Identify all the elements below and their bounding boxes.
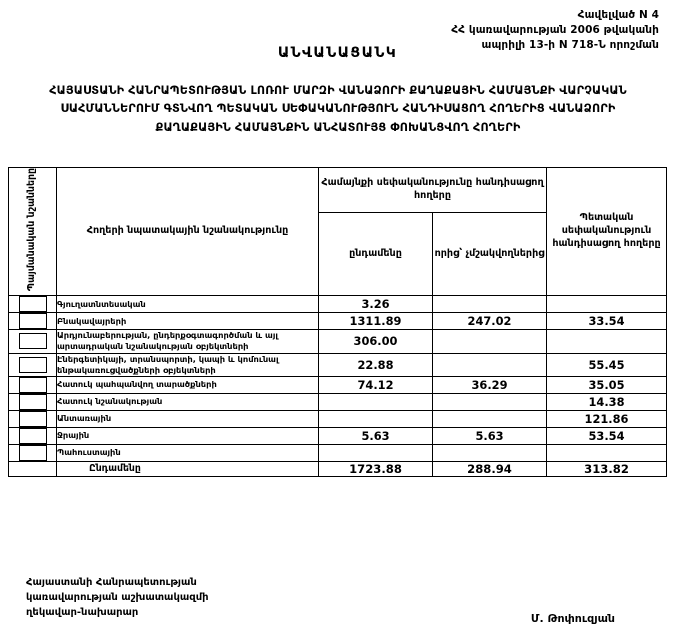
row-name: Էներգետիկայի, տրանսպորտի, կապի և կոմունալ ենթակառուցվածքների օբյեկտների (57, 353, 319, 376)
row-checkbox-cell[interactable] (9, 377, 57, 394)
row-checkbox[interactable] (19, 394, 47, 410)
row-state: 53.54 (547, 428, 667, 445)
row-checkbox[interactable] (19, 313, 47, 329)
row-name: Գյուղատնտեսական (57, 296, 319, 313)
row-checkbox[interactable] (19, 428, 47, 444)
row-noncultivated (433, 330, 547, 353)
row-state (547, 296, 667, 313)
row-state (547, 330, 667, 353)
row-state: 33.54 (547, 313, 667, 330)
row-checkbox-cell[interactable] (9, 296, 57, 313)
row-noncultivated (433, 296, 547, 313)
row-name: Պահուստային (57, 445, 319, 462)
header-name-col: Հողերի նպատակային նշանակությունը (57, 168, 319, 296)
row-noncultivated: 247.02 (433, 313, 547, 330)
table-row (9, 411, 667, 428)
header-checkbox-col-label: Պայմանական նշանները (26, 168, 38, 292)
total-state: 313.82 (547, 462, 667, 477)
header-total-col: ընդամենը (319, 213, 433, 296)
total-total: 1723.88 (319, 462, 433, 477)
row-state: 14.38 (547, 394, 667, 411)
table-head (9, 168, 667, 296)
row-name: Հատուկ նշանակության (57, 394, 319, 411)
page-subtitle: ՀԱՅԱՍՏԱՆԻ ՀԱՆՐԱՊԵՏՈՒԹՅԱՆ ԼՈՌՈՒ ՄԱՐԶԻ ՎԱՆԱՁՈՐԻ ՔԱՂԱՔԱՅԻՆ ՀԱՄԱՅՆՔԻ ՎԱՐՉԱԿԱՆ ՍԱՀՄԱՆՆԵՐՈՒՄ ԳՏՆՎՈՂ ՊԵՏԱԿԱՆ ՍԵՓԱԿԱՆՈՒԹՅՈՒՆ ՀԱՆԴԻՍԱՑՈՂ ՀՈՂԵՐԻՑ ՎԱՆԱՁՈՐԻ ՔԱՂԱՔԱՅԻՆ ՀԱՄԱՅՆՔԻՆ ԱՆՀԱՏՈՒՅՑ ՓՈԽԱՆՑՎՈՂ ՀՈՂԵՐԻ (49, 84, 627, 134)
row-total (319, 394, 433, 411)
header-line-2: ՀՀ կառավարության 2006 թվականի (451, 24, 659, 37)
footer-line-1: Հայաստանի Հանրապետության (26, 577, 197, 588)
total-noncultivated: 288.94 (433, 462, 547, 477)
table-row (9, 353, 667, 376)
row-state (547, 445, 667, 462)
table-row (9, 330, 667, 353)
total-checkbox-cell (9, 462, 57, 477)
row-total: 3.26 (319, 296, 433, 313)
row-checkbox[interactable] (19, 377, 47, 393)
row-state: 121.86 (547, 411, 667, 428)
row-checkbox[interactable] (19, 411, 47, 427)
header-state-col: Պետական սեփականություն հանդիսացող հողերը (547, 168, 667, 296)
table-row (9, 296, 667, 313)
row-total: 306.00 (319, 330, 433, 353)
row-noncultivated: 36.29 (433, 377, 547, 394)
footer-line-3: ղեկավար-նախարար (26, 607, 139, 618)
table-row (9, 377, 667, 394)
signature-name: Մ. Թոփուզյան (530, 612, 615, 625)
row-name: Անտառային (57, 411, 319, 428)
row-total (319, 445, 433, 462)
land-table (8, 167, 667, 477)
row-name: Ջրային (57, 428, 319, 445)
row-checkbox-cell[interactable] (9, 445, 57, 462)
row-checkbox-cell[interactable] (9, 330, 57, 353)
table-head-row-1 (9, 168, 667, 213)
header-line-3: ապրիլի 13-ի N 718-Ն որոշման (481, 39, 659, 52)
row-total (319, 411, 433, 428)
row-total: 22.88 (319, 353, 433, 376)
row-state: 35.05 (547, 377, 667, 394)
row-name: Բնակավայրերի (57, 313, 319, 330)
row-checkbox-cell[interactable] (9, 353, 57, 376)
document-footer (26, 575, 209, 620)
row-checkbox[interactable] (19, 333, 47, 349)
row-checkbox[interactable] (19, 296, 47, 312)
table-row (9, 313, 667, 330)
row-checkbox[interactable] (19, 445, 47, 461)
row-checkbox-cell[interactable] (9, 428, 57, 445)
page-title: ԱՆՎԱՆԱՑԱՆԿ (277, 45, 398, 61)
row-name: Արդյունաբերության, ընդերքօգտագործման և այլ արտադրական նշանակության օբյեկտների (57, 330, 319, 353)
row-name: Հատուկ պահպանվող տարածքների (57, 377, 319, 394)
table-total-row (9, 462, 667, 477)
row-checkbox[interactable] (19, 357, 47, 373)
table-row (9, 428, 667, 445)
row-noncultivated (433, 394, 547, 411)
header-community-group: Համայնքի սեփականությունը հանդիսացող հողերը (319, 168, 547, 213)
header-line-1: Հավելված N 4 (577, 9, 659, 21)
row-total: 74.12 (319, 377, 433, 394)
row-checkbox-cell[interactable] (9, 411, 57, 428)
row-noncultivated (433, 445, 547, 462)
row-total: 1311.89 (319, 313, 433, 330)
table-row (9, 445, 667, 462)
row-noncultivated (433, 353, 547, 376)
row-checkbox-cell[interactable] (9, 394, 57, 411)
row-noncultivated: 5.63 (433, 428, 547, 445)
row-state: 55.45 (547, 353, 667, 376)
table-body (9, 296, 667, 477)
total-label: Ընդամենը (57, 462, 319, 477)
row-checkbox-cell[interactable] (9, 313, 57, 330)
footer-line-2: կառավարության աշխատակազմի (26, 592, 209, 603)
header-noncultivated-col: որից՝ չմշակվողներից (433, 213, 547, 296)
table-row (9, 394, 667, 411)
row-noncultivated (433, 411, 547, 428)
row-total: 5.63 (319, 428, 433, 445)
header-checkbox-col (9, 168, 57, 296)
